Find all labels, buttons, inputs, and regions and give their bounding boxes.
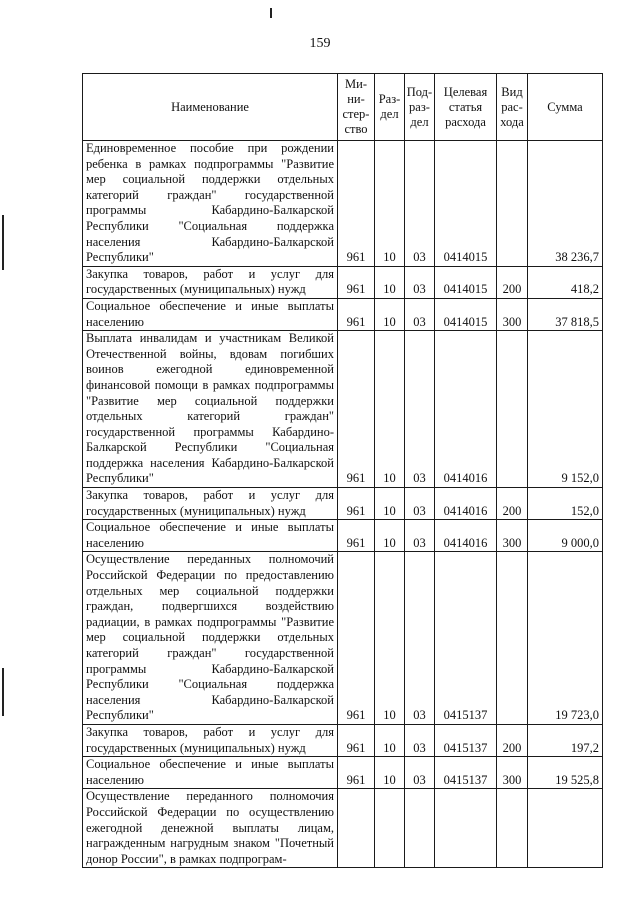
table-row — [83, 488, 603, 520]
cell-name: Закупка товаров, работ и услуг для государственных (муниципальных) нужд — [83, 724, 338, 756]
budget-table — [82, 73, 603, 868]
cell-amount: 9 152,0 — [528, 331, 603, 488]
cell-target: 0415137 — [435, 757, 497, 789]
cell-subsection: 03 — [405, 757, 435, 789]
table-row — [83, 266, 603, 298]
col-header-section: Раз- дел — [375, 74, 405, 141]
cell-ministry: 961 — [338, 141, 375, 267]
scan-mark-top — [270, 8, 272, 18]
cell-ministry: 961 — [338, 757, 375, 789]
cell-expense-type — [497, 141, 528, 267]
cell-ministry: 961 — [338, 298, 375, 330]
col-header-name: Наименование — [83, 74, 338, 141]
cell-subsection: 03 — [405, 266, 435, 298]
table-row — [83, 141, 603, 267]
cell-target: 0414016 — [435, 520, 497, 552]
table-row — [83, 298, 603, 330]
cell-amount: 152,0 — [528, 488, 603, 520]
page-number: 159 — [309, 36, 331, 51]
cell-target: 0414015 — [435, 141, 497, 267]
cell-amount: 418,2 — [528, 266, 603, 298]
cell-name: Социальное обеспечение и иные выплаты населению — [83, 757, 338, 789]
cell-subsection: 03 — [405, 520, 435, 552]
cell-section: 10 — [375, 298, 405, 330]
cell-section: 10 — [375, 552, 405, 725]
col-header-ministry: Ми- ни- стер- ство — [338, 74, 375, 141]
cell-target: 0414016 — [435, 488, 497, 520]
cell-name: Закупка товаров, работ и услуг для государственных (муниципальных) нужд — [83, 488, 338, 520]
cell-amount: 9 000,0 — [528, 520, 603, 552]
cell-name: Социальное обеспечение и иные выплаты населению — [83, 520, 338, 552]
col-header-amount: Сумма — [528, 74, 603, 141]
table-row — [83, 331, 603, 488]
cell-target: 0414015 — [435, 298, 497, 330]
col-header-target: Целевая статья расхода — [435, 74, 497, 141]
cell-amount — [528, 789, 603, 868]
cell-section: 10 — [375, 520, 405, 552]
cell-ministry: 961 — [338, 266, 375, 298]
cell-amount: 38 236,7 — [528, 141, 603, 267]
cell-expense-type: 300 — [497, 298, 528, 330]
cell-expense-type: 200 — [497, 488, 528, 520]
cell-subsection: 03 — [405, 331, 435, 488]
header-row — [83, 74, 603, 141]
cell-section: 10 — [375, 724, 405, 756]
cell-amount: 19 723,0 — [528, 552, 603, 725]
table-row — [83, 724, 603, 756]
cell-subsection: 03 — [405, 488, 435, 520]
cell-name: Осуществление переданных полномочий Российской Федерации по предоставлению отдельных мер социальной поддержки граждан, подвергшихся воздействию радиации, в рамках подпрограммы "Развитие мер социальной поддержки отдельных категорий граждан" государственной программы Кабардино-Балкарской Республики "Социальная поддержка населения Кабардино-Балкарской Республики" — [83, 552, 338, 725]
cell-subsection — [405, 789, 435, 868]
cell-name: Выплата инвалидам и участникам Великой Отечественной войны, вдовам погибших воинов ежегодной единовременной финансовой помощи в рамках подпрограммы "Развитие мер социальной поддержки отдельных категорий граждан" государственной программы Кабардино-Балкарской Республики "Социальная поддержка населения Кабардино-Балкарской Республики" — [83, 331, 338, 488]
cell-section: 10 — [375, 488, 405, 520]
cell-expense-type — [497, 331, 528, 488]
cell-ministry: 961 — [338, 488, 375, 520]
cell-expense-type: 300 — [497, 757, 528, 789]
cell-expense-type: 200 — [497, 266, 528, 298]
cell-name: Осуществление переданного полномочия Российской Федерации по осуществлению ежегодной денежной выплаты лицам, награжденным нагрудным знаком "Почетный донор России", в рамках подпрограм- — [83, 789, 338, 868]
cell-section: 10 — [375, 141, 405, 267]
table-row — [83, 520, 603, 552]
cell-subsection: 03 — [405, 724, 435, 756]
cell-amount: 19 525,8 — [528, 757, 603, 789]
cell-target: 0414015 — [435, 266, 497, 298]
table-row — [83, 552, 603, 725]
cell-target: 0415137 — [435, 552, 497, 725]
cell-ministry: 961 — [338, 331, 375, 488]
cell-subsection: 03 — [405, 298, 435, 330]
cell-section: 10 — [375, 757, 405, 789]
cell-ministry: 961 — [338, 552, 375, 725]
cell-section: 10 — [375, 266, 405, 298]
cell-target: 0415137 — [435, 724, 497, 756]
scan-mark-left-2 — [2, 668, 4, 716]
cell-subsection: 03 — [405, 552, 435, 725]
cell-target — [435, 789, 497, 868]
table-body — [83, 141, 603, 868]
cell-amount: 197,2 — [528, 724, 603, 756]
scan-mark-left-1 — [2, 215, 4, 270]
cell-expense-type: 300 — [497, 520, 528, 552]
cell-expense-type — [497, 552, 528, 725]
cell-name: Социальное обеспечение и иные выплаты населению — [83, 298, 338, 330]
cell-ministry: 961 — [338, 520, 375, 552]
cell-name: Закупка товаров, работ и услуг для государственных (муниципальных) нужд — [83, 266, 338, 298]
table-row — [83, 757, 603, 789]
cell-ministry: 961 — [338, 724, 375, 756]
cell-expense-type — [497, 789, 528, 868]
cell-target: 0414016 — [435, 331, 497, 488]
cell-ministry — [338, 789, 375, 868]
cell-name: Единовременное пособие при рождении ребенка в рамках подпрограммы "Развитие мер социальной поддержки отдельных категорий граждан" государственной программы Кабардино-Балкарской Республики "Социальная поддержка населения Кабардино-Балкарской Республики" — [83, 141, 338, 267]
col-header-subsection: Под- раз- дел — [405, 74, 435, 141]
cell-section: 10 — [375, 331, 405, 488]
cell-amount: 37 818,5 — [528, 298, 603, 330]
table-row — [83, 789, 603, 868]
cell-section — [375, 789, 405, 868]
cell-expense-type: 200 — [497, 724, 528, 756]
col-header-expense-type: Вид рас- хода — [497, 74, 528, 141]
cell-subsection: 03 — [405, 141, 435, 267]
